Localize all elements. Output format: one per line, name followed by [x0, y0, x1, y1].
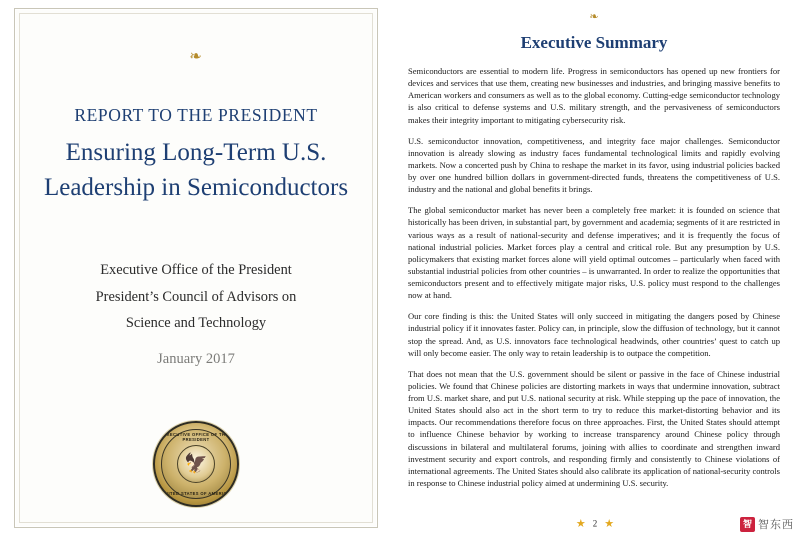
paragraph: The global semiconductor market has never been a completely free market: it is founded on science that historically has been driven, in substantial part, by government and academia; segments of it are restricted in various ways as a result of national-security and defense imperatives; and it is frequently the focus of national industrial policies. Market forces play a central and critical role. But any presumption by U.S. policymakers that existing market forces alone will yield optimal outcomes – particularly when faced with substantial industrial policies from other countries – is unwarranted. In order to realize the opportunities that semiconductors present and to effectively mitigate major risks, U.S. policy must respond to the challenges now at hand. [408, 205, 780, 301]
cover-title-line-1: Ensuring Long-Term U.S. [65, 139, 327, 166]
report-label: REPORT TO THE PRESIDENT [74, 105, 318, 125]
paragraph: U.S. semiconductor innovation, competitiveness, and integrity face major challenges. Semiconductor innovation is already slowing as industry faces fundamental technological limits and rapidly evolving markets. Now a concerted push by China to reshape the market in its favor, using industrial policies backed by over one hundred billion dollars in government-directed funds, threatens the competitiveness of U.S. industry and the national and global benefits it brings. [408, 135, 780, 195]
author-line-3: Science and Technology [125, 315, 267, 332]
cover-title-line-2: Leadership in Semiconductors [43, 173, 349, 201]
cover-page [0, 0, 390, 538]
author-line-1: Executive Office of the President [100, 262, 292, 278]
author-line-2: President’s Council of Advisors on [95, 288, 297, 305]
cover-authors [15, 257, 377, 337]
star-icon-left: ★ [575, 518, 586, 530]
star-icon-right: ★ [604, 518, 615, 530]
paragraph: That does not mean that the U.S. government should be silent or passive in the face of Chinese industrial policies. We found that Chinese policies are distorting markets in ways that undermine innovation, subtract from U.S. market share, and put U.S. national security at risk. While stepping up the pace of innovation, the United States should also act in the short term to try to reduce this market-distorting behavior and its impacts. Our recommendations therefore focus on three approaches. First, the United States should attempt to influence Chinese behavior by working to increase transparency around Chinese policy through discussions in bilateral and multilateral forums, joining with allies to coordinate and strengthen inward investment security and export controls, and responding firmly and consistently to Chinese violations of international agreements. The United States should also calibrate its application of national-security controls in response to Chinese industrial policy aimed at undermining U.S. security. [408, 368, 780, 488]
ornament-icon: ❧ [589, 10, 599, 23]
paragraph: Our core finding is this: the United States will only succeed in mitigating the dangers posed by Chinese industrial policy if it innovates faster. Policy can, in principle, slow the diffusion of technology, but it cannot stop the spread. And, as U.S. innovators face technological headwinds, other countries’ quest to catch up will only become easier. The only way to retain leadership is to outpace the competition. [408, 311, 780, 358]
page-title: Executive Summary [520, 33, 668, 52]
page-footer [390, 517, 800, 530]
cover-border-outer [14, 8, 378, 528]
eagle-icon: 🦅 [184, 453, 208, 475]
page-number: 2 [592, 518, 598, 529]
watermark [740, 516, 794, 532]
body-text [408, 65, 780, 489]
ornament-icon: ❧ [189, 47, 203, 65]
watermark-badge-icon: 智 [740, 517, 755, 532]
cover-title-block [15, 105, 377, 205]
cover-date: January 2017 [157, 351, 235, 367]
seal-text-top: EXECUTIVE OFFICE OF THE PRESIDENT [163, 432, 229, 442]
executive-summary-page [390, 0, 800, 538]
watermark-text: 智东西 [758, 519, 794, 531]
presidential-seal-icon [153, 421, 239, 507]
seal-text-bottom: UNITED STATES OF AMERICA [161, 491, 231, 496]
paragraph: Semiconductors are essential to modern life. Progress in semiconductors has opened up new frontiers for devices and services that use them, creating new businesses and industries, and bringing massive benefits to American workers and consumers as well as to the global economy. Cutting-edge semiconductor technology is also critical to defense systems and U.S. military strength, and the pervasiveness of semiconductors makes their integrity important to mitigating cybersecurity risk. [408, 66, 780, 125]
